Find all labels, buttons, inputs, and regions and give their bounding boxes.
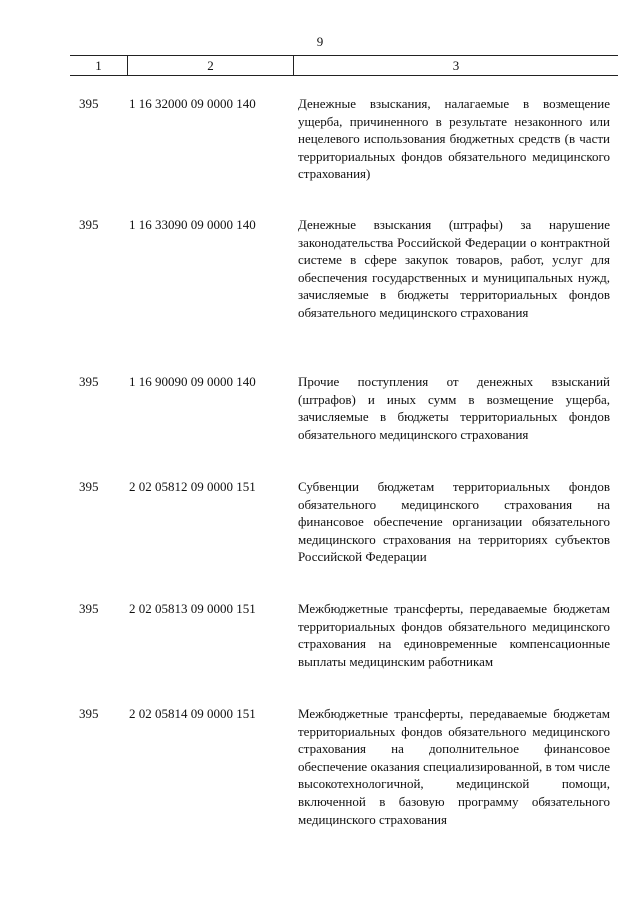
budget-code: 1 16 90090 09 0000 140 bbox=[129, 374, 256, 389]
header-col-3: 3 bbox=[452, 58, 460, 73]
revenue-name: Денежные взыскания (штрафы) за нарушение законодательства Российской Федерации о контрактной системе в сфере закупок товаров, работ, услуг для обеспечения государственных и муниципальных нужд, зачисляемые в бюджеты территориальных фондов обязательного медицинского страхования bbox=[298, 217, 610, 320]
budget-code: 1 16 33090 09 0000 140 bbox=[129, 217, 256, 232]
admin-code: 395 bbox=[79, 374, 99, 389]
table-header bbox=[70, 55, 618, 76]
admin-code: 395 bbox=[79, 706, 99, 721]
page-number: 9 bbox=[316, 34, 324, 49]
revenue-name: Межбюджетные трансферты, передаваемые бюджетам территориальных фондов обязательного медицинского страхования на дополнительное финансовое обеспечение оказания специализированной, в том числе высокотехнологичной, медицинской помощи, включенной в базовую программу обязательного медицинского страхования bbox=[298, 706, 610, 827]
header-col-2: 2 bbox=[128, 56, 294, 75]
revenue-name: Субвенции бюджетам территориальных фондов обязательного медицинского страхования на финансовое обеспечение организации обязательного медицинского страхования на территориях субъектов Российской Федерации bbox=[298, 479, 610, 565]
budget-code: 2 02 05813 09 0000 151 bbox=[129, 601, 256, 616]
budget-code: 2 02 05812 09 0000 151 bbox=[129, 479, 256, 494]
header-col-1: 1 bbox=[70, 56, 128, 75]
admin-code: 395 bbox=[79, 601, 99, 616]
revenue-name: Прочие поступления от денежных взысканий (штрафов) и иных сумм в возмещение ущерба, зачисляемые в бюджеты территориальных фондов обязательного медицинского страхования bbox=[298, 374, 610, 442]
admin-code: 395 bbox=[79, 96, 99, 111]
admin-code: 395 bbox=[79, 479, 99, 494]
budget-code: 2 02 05814 09 0000 151 bbox=[129, 706, 256, 721]
revenue-name: Денежные взыскания, налагаемые в возмещение ущерба, причиненного в результате незаконного или нецелевого использования бюджетных средств (в части территориальных фондов обязательного медицинского страхования) bbox=[298, 96, 610, 182]
budget-code: 1 16 32000 09 0000 140 bbox=[129, 96, 256, 111]
admin-code: 395 bbox=[79, 217, 99, 232]
revenue-name: Межбюджетные трансферты, передаваемые бюджетам территориальных фондов обязательного медицинского страхования на единовременные компенсационные выплаты медицинским работникам bbox=[298, 601, 610, 669]
